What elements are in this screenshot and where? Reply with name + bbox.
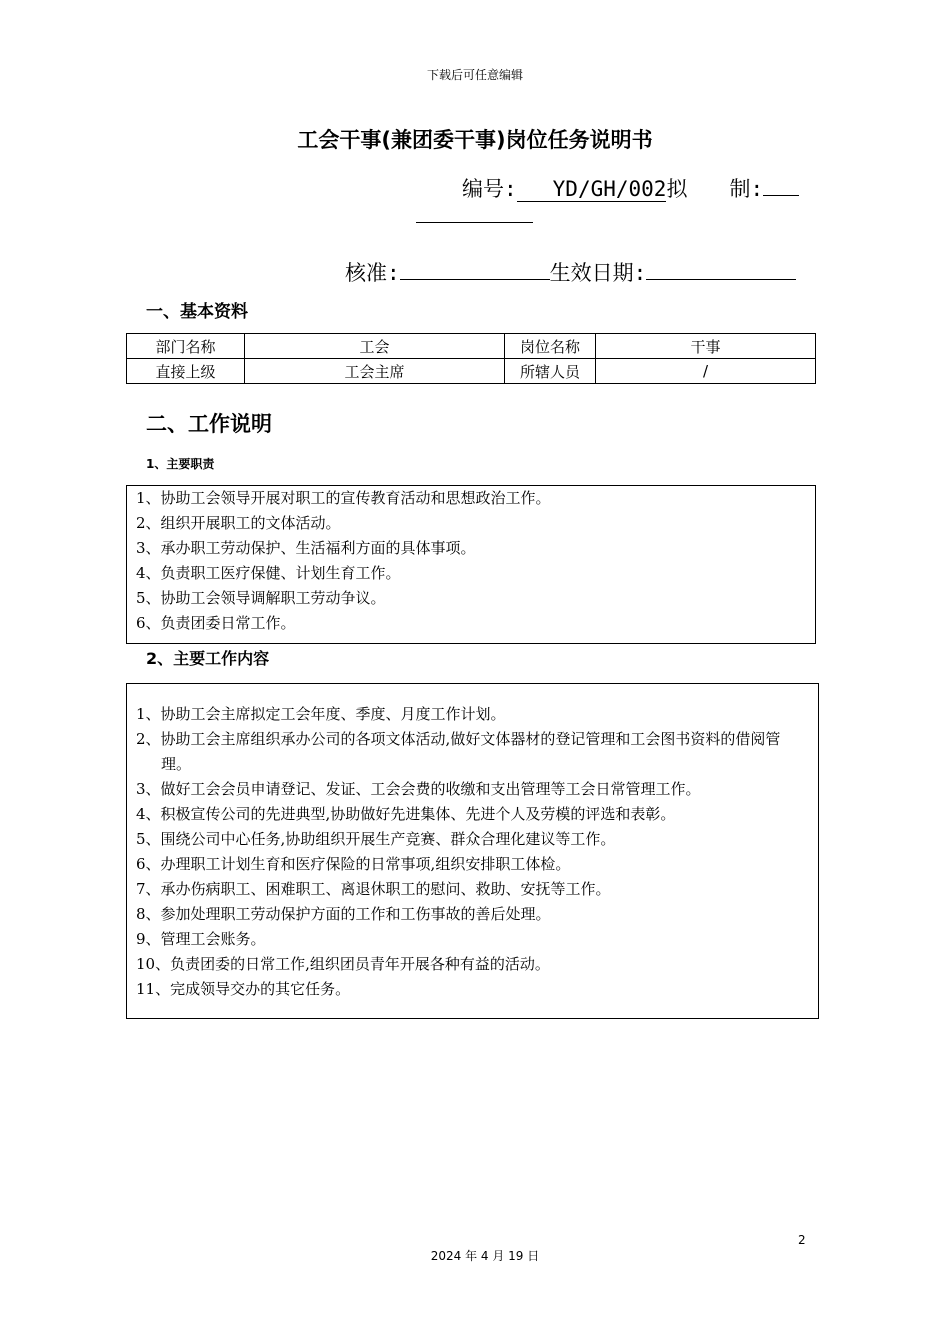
- list-item: 9、管理工会账务。: [136, 930, 266, 948]
- page-number: 2: [798, 1233, 806, 1247]
- document-title: 工会干事(兼团委干事)岗位任务说明书: [297, 128, 653, 152]
- approve-blank: [400, 255, 550, 280]
- list-item: 6、负责团委日常工作。: [136, 614, 296, 632]
- basic-info-table: [126, 333, 816, 384]
- list-item: 5、协助工会领导调解职工劳动争议。: [136, 589, 386, 607]
- list-item: 7、承办伤病职工、困难职工、离退休职工的慰问、救助、安抚等工作。: [136, 880, 611, 898]
- list-item: 3、做好工会会员申请登记、发证、工会会费的收缴和支出管理等工会日常管理工作。: [136, 780, 701, 798]
- section-basic-info-heading: 一、基本资料: [146, 302, 248, 322]
- table-cell: 干事: [596, 334, 816, 359]
- table-row: [127, 334, 816, 359]
- table-cell: 直接上级: [127, 359, 245, 384]
- code-label: 编号:: [462, 177, 517, 201]
- list-item: 3、承办职工劳动保护、生活福利方面的具体事项。: [136, 539, 476, 557]
- list-item: 6、办理职工计划生育和医疗保险的日常事项,组织安排职工体检。: [136, 855, 571, 873]
- section-work-description-heading: 二、工作说明: [146, 412, 272, 436]
- draft-blank-continued: [416, 222, 533, 223]
- duties-list: [127, 486, 815, 636]
- table-cell: 岗位名称: [505, 334, 596, 359]
- list-item: 1、协助工会主席拟定工会年度、季度、月度工作计划。: [136, 705, 506, 723]
- footer-date: 2024 年 4 月 19 日: [430, 1249, 540, 1263]
- list-item: 2、组织开展职工的文体活动。: [136, 514, 341, 532]
- main-duties-heading: 1、主要职责: [146, 457, 215, 471]
- list-item: 4、负责职工医疗保健、计划生育工作。: [136, 564, 401, 582]
- list-item: 10、负责团委的日常工作,组织团员青年开展各种有益的活动。: [136, 955, 550, 973]
- work-content-list: [127, 702, 818, 1002]
- table-row: [127, 359, 816, 384]
- table-cell: 工会: [245, 334, 505, 359]
- meta-approve-line: [345, 255, 796, 287]
- main-work-content-heading: 2、主要工作内容: [146, 649, 270, 668]
- table-cell: /: [596, 359, 816, 384]
- meta-code-line: [462, 173, 799, 203]
- code-value: YD/GH/002: [517, 177, 667, 202]
- effective-label: 生效日期:: [549, 261, 647, 285]
- table-cell: 部门名称: [127, 334, 245, 359]
- list-item: 2、协助工会主席组织承办公司的各项文体活动,做好文体器材的登记管理和工会图书资料的借阅管理。: [136, 730, 781, 773]
- draft-label: 拟 制:: [666, 177, 764, 201]
- list-item: 11、完成领导交办的其它任务。: [136, 980, 351, 998]
- list-item: 5、围绕公司中心任务,协助组织开展生产竞赛、群众合理化建议等工作。: [136, 830, 616, 848]
- main-work-content-box: [126, 683, 819, 1019]
- header-note: 下载后可任意编辑: [426, 68, 523, 82]
- approve-label: 核准:: [345, 261, 400, 285]
- table-cell: 所辖人员: [505, 359, 596, 384]
- list-item: 4、积极宣传公司的先进典型,协助做好先进集体、先进个人及劳模的评选和表彰。: [136, 805, 676, 823]
- list-item: 1、协助工会领导开展对职工的宣传教育活动和思想政治工作。: [136, 489, 551, 507]
- list-item: 8、参加处理职工劳动保护方面的工作和工伤事故的善后处理。: [136, 905, 551, 923]
- table-cell: 工会主席: [245, 359, 505, 384]
- effective-date-blank: [646, 255, 796, 280]
- main-duties-box: [126, 485, 816, 644]
- draft-blank: [763, 173, 799, 196]
